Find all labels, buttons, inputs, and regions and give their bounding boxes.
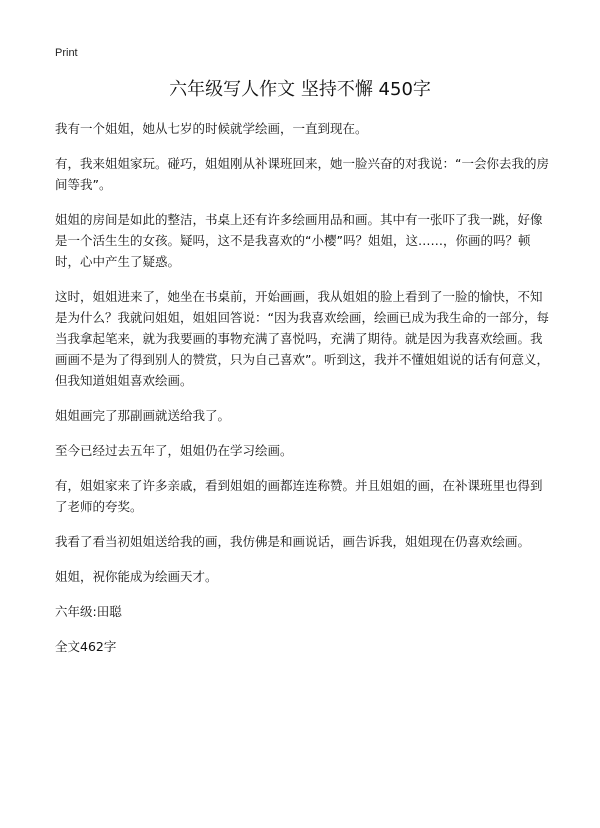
paragraph-6: 至今已经过去五年了，姐姐仍在学习绘画。 — [55, 443, 293, 458]
article-title: 六年级写人作文 坚持不懈 450字 — [169, 79, 431, 100]
word-count: 全文462字 — [55, 639, 117, 654]
article-body — [55, 118, 551, 657]
paragraph-9: 姐姐，祝你能成为绘画天才。 — [55, 569, 218, 584]
paragraph-2: 有，我来姐姐家玩。碰巧，姐姐刚从补课班回来，她一脸兴奋的对我说：“一会你去我的房间等我”。 — [55, 156, 549, 192]
paragraph-8: 我看了看当初姐姐送给我的画，我仿佛是和画说话，画告诉我，姐姐现在仍喜欢绘画。 — [55, 534, 531, 549]
paragraph-5: 姐姐画完了那副画就送给我了。 — [55, 408, 231, 423]
paragraph-1: 我有一个姐姐，她从七岁的时候就学绘画，一直到现在。 — [55, 121, 368, 136]
paragraph-7: 有，姐姐家来了许多亲戚，看到姐姐的画都连连称赞。并且姐姐的画，在补课班里也得到了老师的夸奖。 — [55, 478, 543, 514]
paragraph-3: 姐姐的房间是如此的整洁，书桌上还有许多绘画用品和画。其中有一张吓了我一跳，好像是一个活生生的女孩。疑吗，这不是我喜欢的“小樱”吗？姐姐，这……，你画的吗？顿时，心中产生了疑惑。 — [55, 212, 543, 269]
paragraph-4: 这时，姐姐进来了，她坐在书桌前，开始画画，我从姐姐的脸上看到了一脸的愉快，不知是为什么？我就问姐姐，姐姐回答说：“因为我喜欢绘画，绘画已成为我生命的一部分，每当我拿起笔来，就为我要画的事物充满了喜悦吗，充满了期待。就是因为我喜欢绘画。我画画不是为了得到别人的赞赏，只为自己喜欢”。听到这，我并不懂姐姐说的话有何意义，但我知道姐姐喜欢绘画。 — [55, 289, 549, 388]
author-line: 六年级:田聪 — [55, 604, 122, 619]
print-link[interactable]: Print — [55, 47, 78, 59]
